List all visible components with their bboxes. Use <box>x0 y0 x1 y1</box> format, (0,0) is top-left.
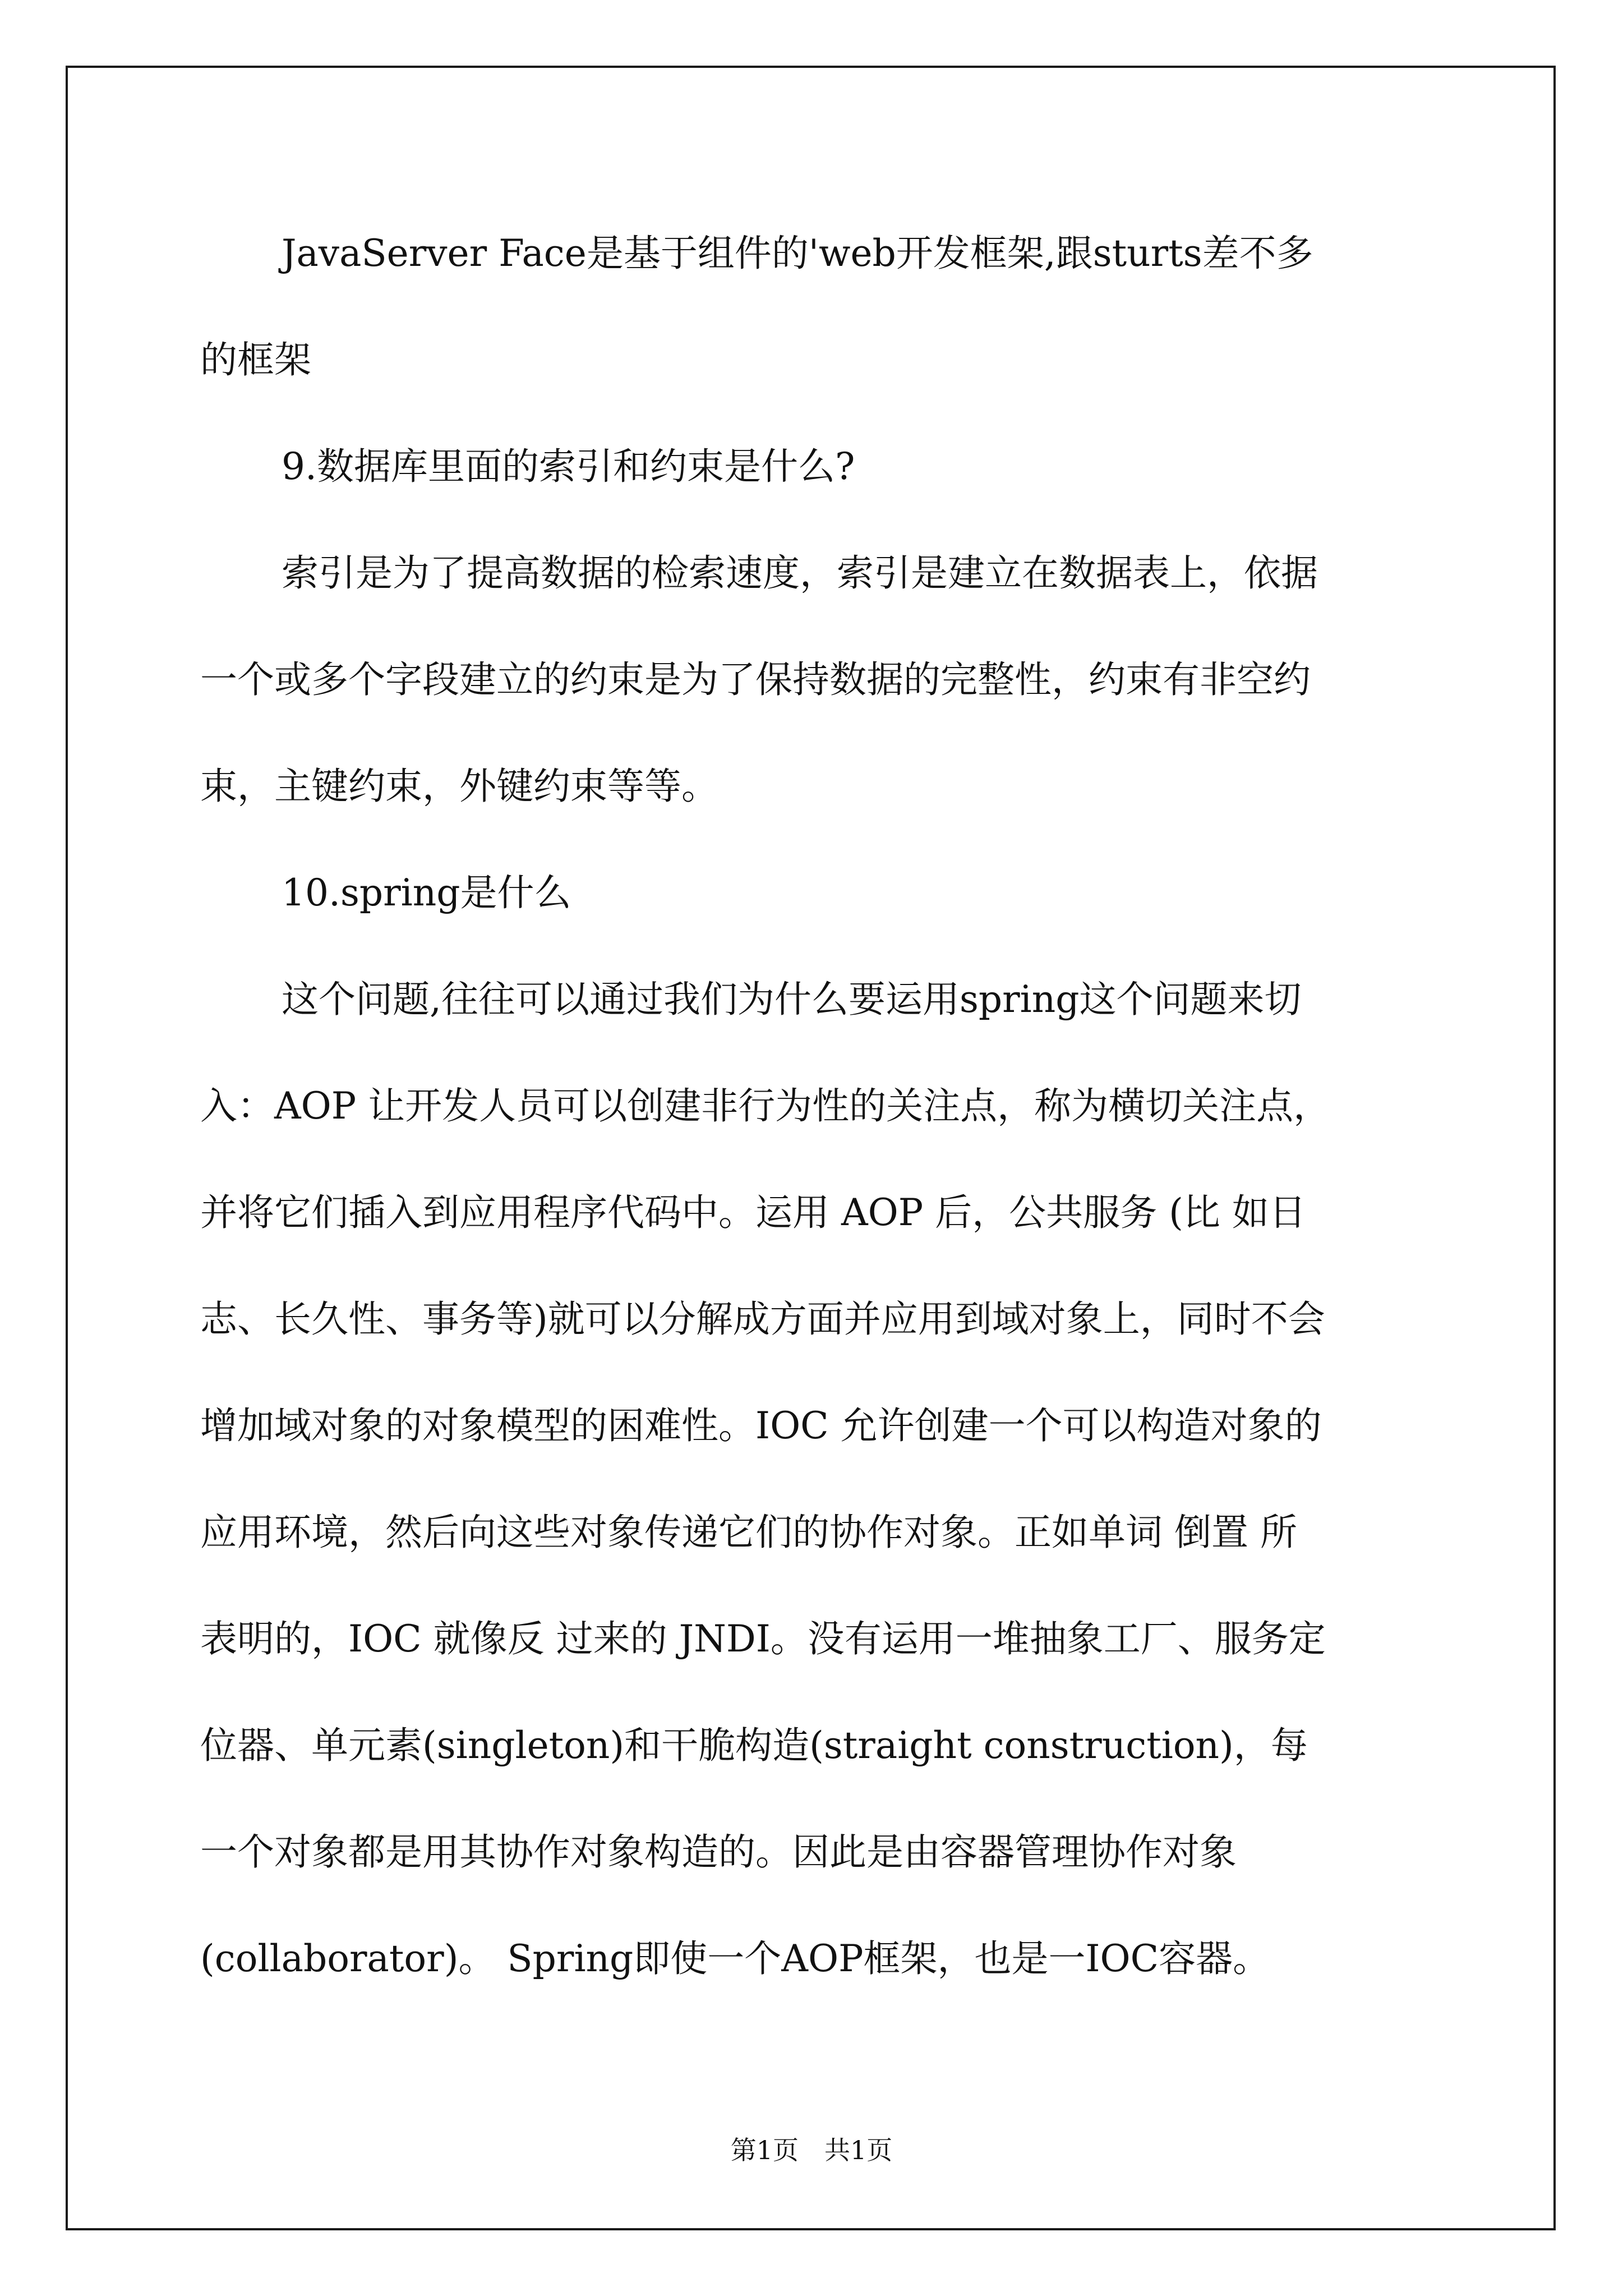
paragraph-line: 的框架 <box>200 338 311 381</box>
paragraph-line: JavaServer Face是基于组件的'web开发框架,跟sturts差不多 <box>282 232 1313 275</box>
paragraph-line: 索引是为了提高数据的检索速度，索引是建立在数据表上，依据 <box>282 551 1318 595</box>
question-heading: 10.spring是什么 <box>282 871 571 914</box>
paragraph-line: 应用环境，然后向这些对象传递它们的协作对象。正如单词 倒置 所 <box>200 1511 1297 1554</box>
paragraph-line: 增加域对象的对象模型的困难性。IOC 允许创建一个可以构造对象的 <box>200 1404 1322 1447</box>
paragraph-line: 入：AOP 让开发人员可以创建非行为性的关注点，称为横切关注点， <box>200 1084 1331 1128</box>
paragraph-line: (collaborator)。 Spring即使一个AOP框架，也是一IOC容器。 <box>200 1937 1270 1980</box>
page-number-footer: 第1页 共1页 <box>730 2135 893 2165</box>
paragraph-line: 束，主键约束，外键约束等等。 <box>200 765 718 808</box>
paragraph-line: 一个或多个字段建立的约束是为了保持数据的完整性，约束有非空约 <box>200 658 1311 701</box>
paragraph-line: 这个问题,往往可以通过我们为什么要运用spring这个问题来切 <box>282 978 1302 1021</box>
paragraph-line: 志、长久性、事务等)就可以分解成方面并应用到域对象上，同时不会 <box>200 1297 1325 1341</box>
paragraph-line: 并将它们插入到应用程序代码中。运用 AOP 后，公共服务 (比 如日 <box>200 1191 1306 1234</box>
paragraph-line: 一个对象都是用其协作对象构造的。因此是由容器管理协作对象 <box>200 1830 1237 1874</box>
paragraph-line: 位器、单元素(singleton)和干脆构造(straight construction)，每 <box>200 1724 1308 1767</box>
question-heading: 9.数据库里面的索引和约束是什么? <box>282 445 855 488</box>
page-border <box>66 66 1556 2230</box>
paragraph-line: 表明的，IOC 就像反 过来的 JNDI。没有运用一堆抽象工厂、服务定 <box>200 1617 1326 1660</box>
